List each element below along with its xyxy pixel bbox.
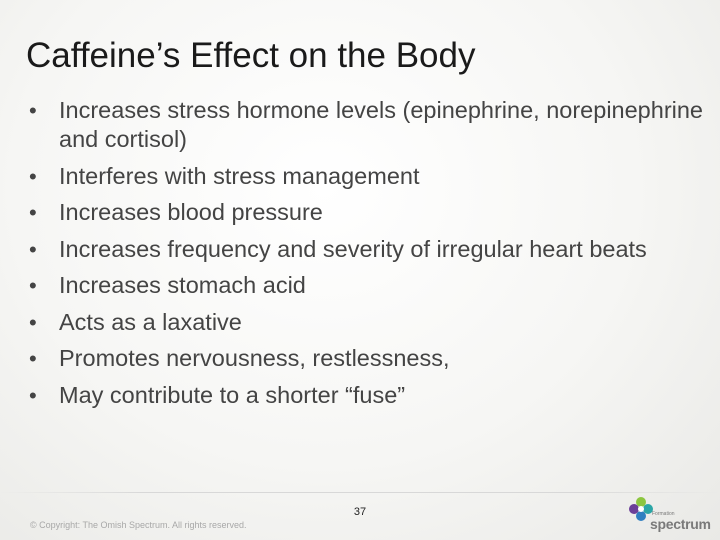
bullet-text: Increases blood pressure [59,199,323,225]
bullet-dot: • [29,163,37,189]
footer-divider [0,492,720,493]
bullet-dot: • [29,309,37,335]
bullet-dot: • [29,382,37,408]
bullet-text: May contribute to a shorter “fuse” [59,381,406,408]
bullet-dot: • [29,236,37,262]
bullet-item [26,344,706,373]
bullet-item [26,162,706,191]
bullet-item [26,198,706,227]
page-number: 37 [353,506,367,518]
bullet-item [26,381,706,410]
bullet-item [26,308,706,337]
logo-tagline: Formation [652,511,675,517]
slide-title: Caffeine’s Effect on the Body [26,36,476,75]
bullet-dot: • [29,200,37,225]
spectrum-logo [622,492,712,538]
bullet-text: Increases frequency and severity of irregular heart beats [59,235,647,262]
logo-wordmark: spectrum [650,516,711,532]
copyright-notice: © Copyright: The Omish Spectrum. All rights reserved. [30,520,247,530]
bullet-text: Promotes nervousness, restlessness, [59,345,450,371]
bullet-dot: • [29,346,37,371]
bullet-text: Increases stress hormone levels (epinephrine, norepinephrine and cortisol) [59,97,704,152]
bullet-item [26,271,706,300]
bullet-dot: • [29,98,37,123]
bullet-item [26,235,706,264]
bullet-list [26,96,706,417]
bullet-dot: • [29,273,37,298]
bullet-text: Interferes with stress management [59,162,420,189]
bullet-text: Increases stomach acid [59,272,306,298]
bullet-item [26,96,706,154]
bullet-text: Acts as a laxative [59,308,242,335]
